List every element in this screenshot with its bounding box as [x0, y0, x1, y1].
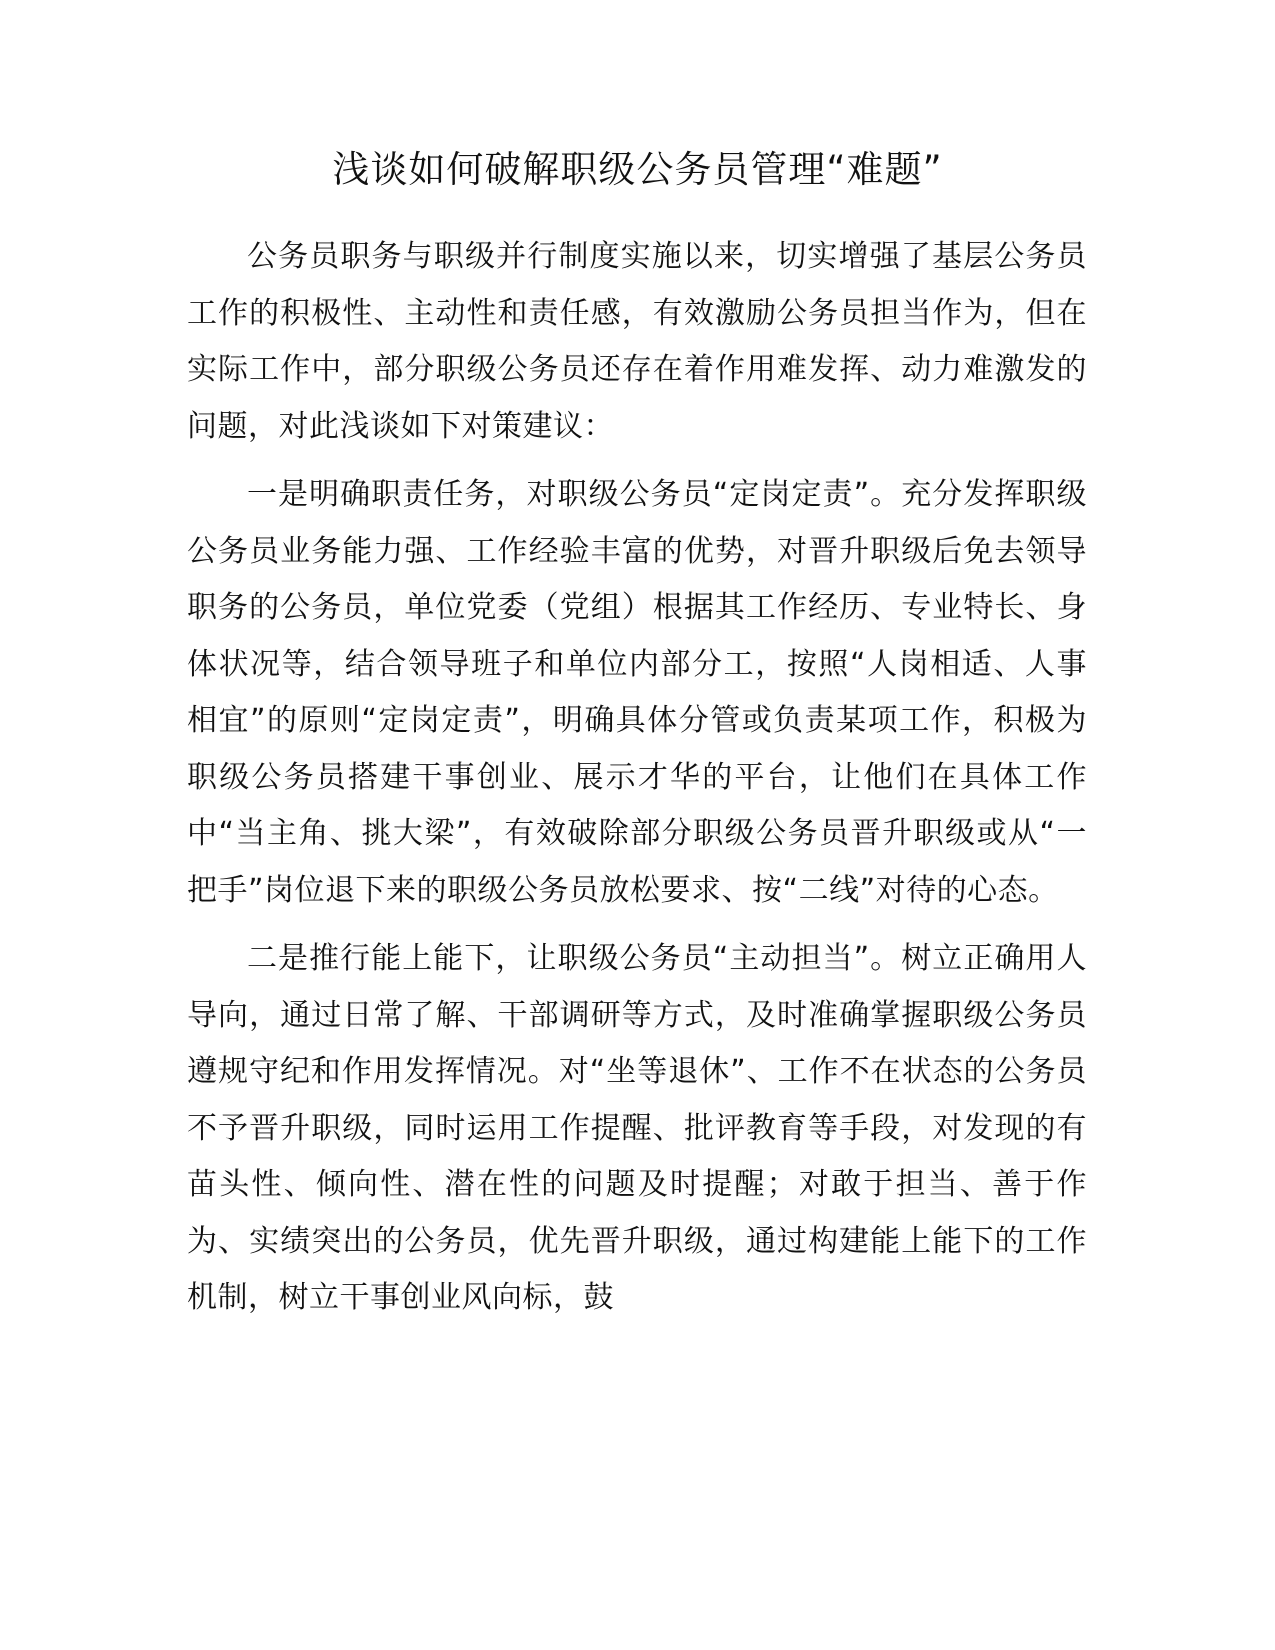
document-body: [187, 229, 1087, 1339]
document-title: 浅谈如何破解职级公务员管理“难题”: [332, 148, 943, 191]
paragraph-point-one: 一是明确职责任务，对职级公务员“定岗定责”。充分发挥职级公务员业务能力强、工作经验丰富的优势，对晋升职级后免去领导职务的公务员，单位党委（党组）根据其工作经历、专业特长、身体状况等，结合领导班子和单位内部分工，按照“人岗相适、人事相宜”的原则“定岗定责”，明确具体分管或负责某项工作，积极为职级公务员搭建干事创业、展示才华的平台，让他们在具体工作中“当主角、挑大梁”，有效破除部分职级公务员晋升职级或从“一把手”岗位退下来的职级公务员放松要求、按“二线”对待的心态。: [187, 477, 1087, 908]
paragraph-point-two: 二是推行能上能下，让职级公务员“主动担当”。树立正确用人导向，通过日常了解、干部调研等方式，及时准确掌握职级公务员遵规守纪和作用发挥情况。对“坐等退休”、工作不在状态的公务员不予晋升职级，同时运用工作提醒、批评教育等手段，对发现的有苗头性、倾向性、潜在性的问题及时提醒；对敢于担当、善于作为、实绩突出的公务员，优先晋升职级，通过构建能上能下的工作机制，树立干事创业风向标，鼓: [187, 941, 1087, 1315]
paragraph-intro: 公务员职务与职级并行制度实施以来，切实增强了基层公务员工作的积极性、主动性和责任感，有效激励公务员担当作为，但在实际工作中，部分职级公务员还存在着作用难发挥、动力难激发的问题，对此浅谈如下对策建议：: [187, 239, 1087, 444]
